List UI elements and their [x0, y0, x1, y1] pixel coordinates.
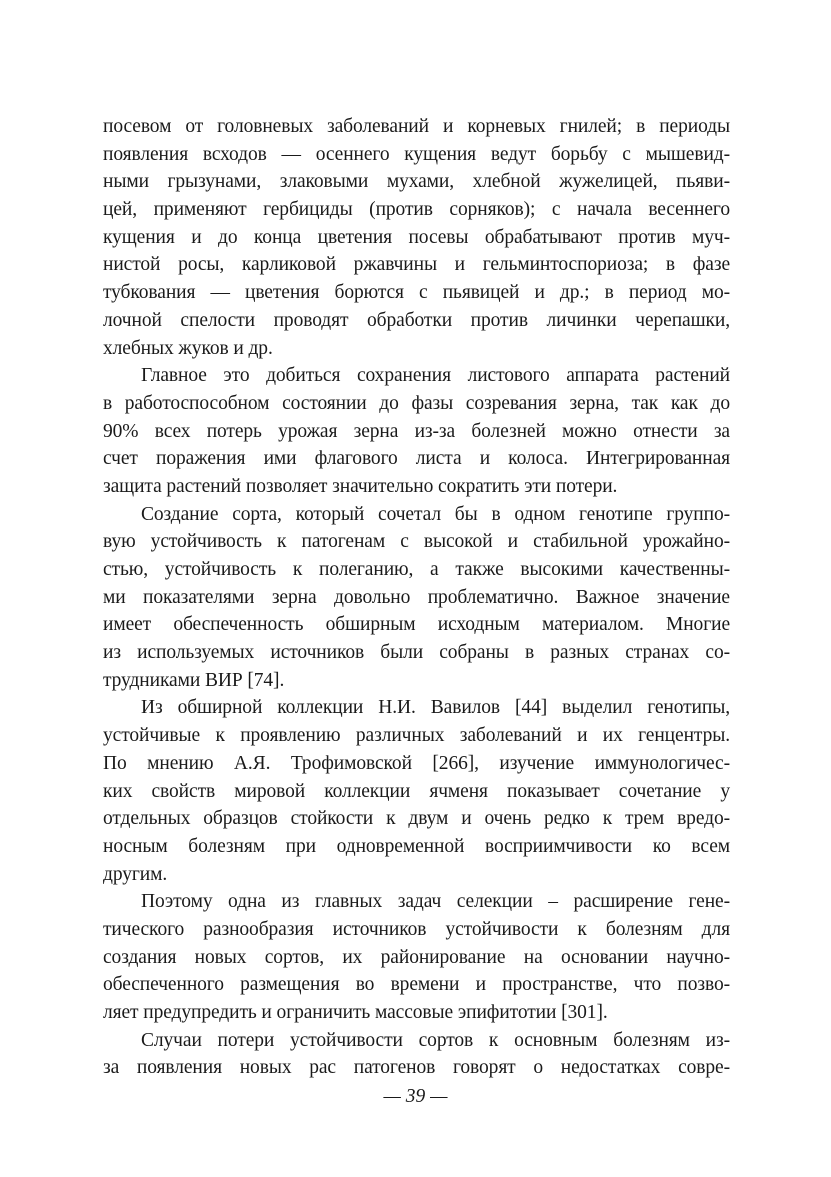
text-line: ляет предупредить и ограничить массовые эпифитотии [301]. [103, 1002, 608, 1023]
text-line: имеет обеспеченность обширным исходным материалом. Многие [103, 614, 730, 636]
text-line: вую устойчивость к патогенам с высокой и стабильной урожайно- [103, 531, 730, 553]
paragraph-first-line: Из обширной коллекции Н.И. Вавилов [44] выделил генотипы, [141, 697, 730, 719]
text-line: посевом от головневых заболеваний и корневых гнилей; в периоды [103, 116, 730, 137]
page-body [103, 113, 730, 1082]
page-number: — 39 — [383, 1086, 448, 1107]
text-line: за появления новых рас патогенов говорят о недостатках совре- [103, 1057, 730, 1079]
text-line: обеспеченного размещения во времени и пространстве, что позво- [103, 974, 730, 996]
text-line: счет поражения ими флагового листа и колоса. Интегрированная [103, 448, 730, 470]
text-line: другим. [103, 863, 168, 885]
text-line: цей, применяют гербициды (против сорняков); с начала весеннего [103, 199, 730, 221]
text-line: в работоспособном состоянии до фазы созревания зерна, так как до [103, 392, 730, 414]
paragraph-first-line: Случаи потери устойчивости сортов к основным болезням из- [141, 1029, 730, 1051]
text-line: тического разнообразия источников устойчивости к болезням для [103, 918, 730, 940]
text-line: устойчивые к проявлению различных заболеваний и их генцентры. [103, 725, 730, 747]
text-line: ными грызунами, злаковыми мухами, хлебной жужелицей, пьяви- [103, 171, 730, 193]
paragraph-first-line: Создание сорта, который сочетал бы в одном генотипе группо- [141, 503, 730, 525]
text-line: ких свойств мировой коллекции ячменя показывает сочетание у [103, 780, 730, 802]
text-line: По мнению А.Я. Трофимовской [266], изучение иммунологичес- [103, 752, 730, 774]
text-line: кущения и до конца цветения посевы обрабатывают против муч- [103, 226, 730, 248]
text-line: из используемых источников были собраны в разных странах со- [103, 642, 730, 664]
paragraph-first-line: Поэтому одна из главных задач селекции – расширение гене- [141, 891, 730, 913]
text-line: появления всходов — осеннего кущения ведут борьбу с мышевид- [103, 143, 730, 165]
text-line: тубкования — цветения борются с пьявицей и др.; в период мо- [103, 282, 730, 304]
text-line: хлебных жуков и др. [103, 337, 273, 359]
text-line: лочной спелости проводят обработки против личинки черепашки, [103, 309, 730, 331]
text-line: защита растений позволяет значительно сократить эти потери. [103, 475, 618, 497]
paragraph-first-line: Главное это добиться сохранения листового аппарата растений [141, 365, 730, 387]
text-line: нистой росы, карликовой ржавчины и гельминтоспориоза; в фазе [103, 254, 730, 276]
text-line: ми показателями зерна довольно проблематично. Важное значение [103, 586, 730, 608]
text-line: трудниками ВИР [74]. [103, 669, 285, 691]
text-line: создания новых сортов, их районирование на основании научно- [103, 946, 730, 968]
text-line: стью, устойчивость к полеганию, а также высокими качественны- [103, 559, 730, 580]
text-line: носным болезням при одновременной восприимчивости ко всем [103, 835, 730, 857]
text-line: 90% всех потерь урожая зерна из-за болезней можно отнести за [103, 420, 730, 442]
text-line: отдельных образцов стойкости к двум и очень редко к трем вредо- [103, 808, 730, 830]
